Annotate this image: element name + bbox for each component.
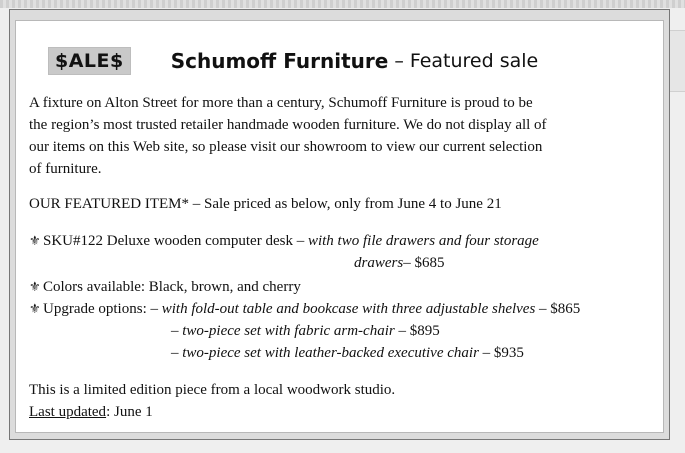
top-border-strip — [0, 0, 685, 8]
colors-line — [29, 276, 301, 299]
sku-price: – $685 — [403, 255, 445, 271]
last-updated-label: Last updated — [29, 404, 107, 420]
ornament-bullet-icon: ⚜ — [29, 234, 41, 249]
limited-edition-line: This is a limited edition piece from a local woodwork studio. — [29, 382, 396, 398]
upgrade-option-1: with fold-out table and bookcase with three adjustable shelves — [161, 301, 536, 317]
intro-line-1: A fixture on Alton Street for more than a century, Schumoff Furniture is proud to be — [29, 95, 533, 111]
panel-header — [48, 48, 538, 74]
upgrade-line-1 — [29, 298, 580, 321]
upgrade-line-3 — [171, 342, 524, 364]
ornament-bullet-icon: ⚜ — [29, 280, 41, 295]
last-updated-line — [29, 401, 153, 423]
sku-description: with two file drawers and four storage — [307, 233, 539, 249]
colors-available: Colors available: Black, brown, and cherry — [43, 279, 301, 295]
sales-badge: $ALE$ — [48, 47, 131, 75]
last-updated-value: : June 1 — [106, 404, 153, 420]
sku-item-line-2 — [354, 252, 444, 274]
upgrade-option-2: two-piece set with fabric arm-chair — [182, 323, 395, 339]
sku-title: SKU#122 Deluxe wooden computer desk — [43, 233, 293, 249]
sku-description-cont: drawers — [354, 255, 404, 271]
featured-item-line: OUR FEATURED ITEM* – Sale priced as below, only from June 4 to June 21 — [29, 196, 502, 212]
intro-line-4: of furniture. — [29, 161, 102, 177]
upgrade-price-2: – $895 — [398, 323, 440, 339]
intro-line-2: the region’s most trusted retailer handmade wooden furniture. We do not display all of — [29, 117, 547, 133]
panel-content-area — [15, 20, 664, 433]
header-subtitle: Featured sale — [409, 50, 539, 72]
sku-item-line — [29, 230, 539, 253]
upgrade-dash-2: – — [171, 323, 183, 339]
upgrade-price-3: – $935 — [482, 345, 524, 361]
upgrade-price-1: – $865 — [539, 301, 581, 317]
ornament-bullet-icon: ⚜ — [29, 302, 41, 317]
sku-dash: – — [292, 233, 308, 249]
intro-line-3: our items on this Web site, so please visit our showroom to view our current selection — [29, 139, 543, 155]
upgrade-dash-3: – — [171, 345, 183, 361]
upgrade-line-2 — [171, 320, 440, 342]
upgrade-label: Upgrade options: – — [43, 301, 158, 317]
store-name: Schumoff Furniture — [170, 49, 389, 73]
upgrade-option-3: two-piece set with leather-backed executive chair — [182, 345, 479, 361]
header-separator: – — [394, 50, 404, 72]
